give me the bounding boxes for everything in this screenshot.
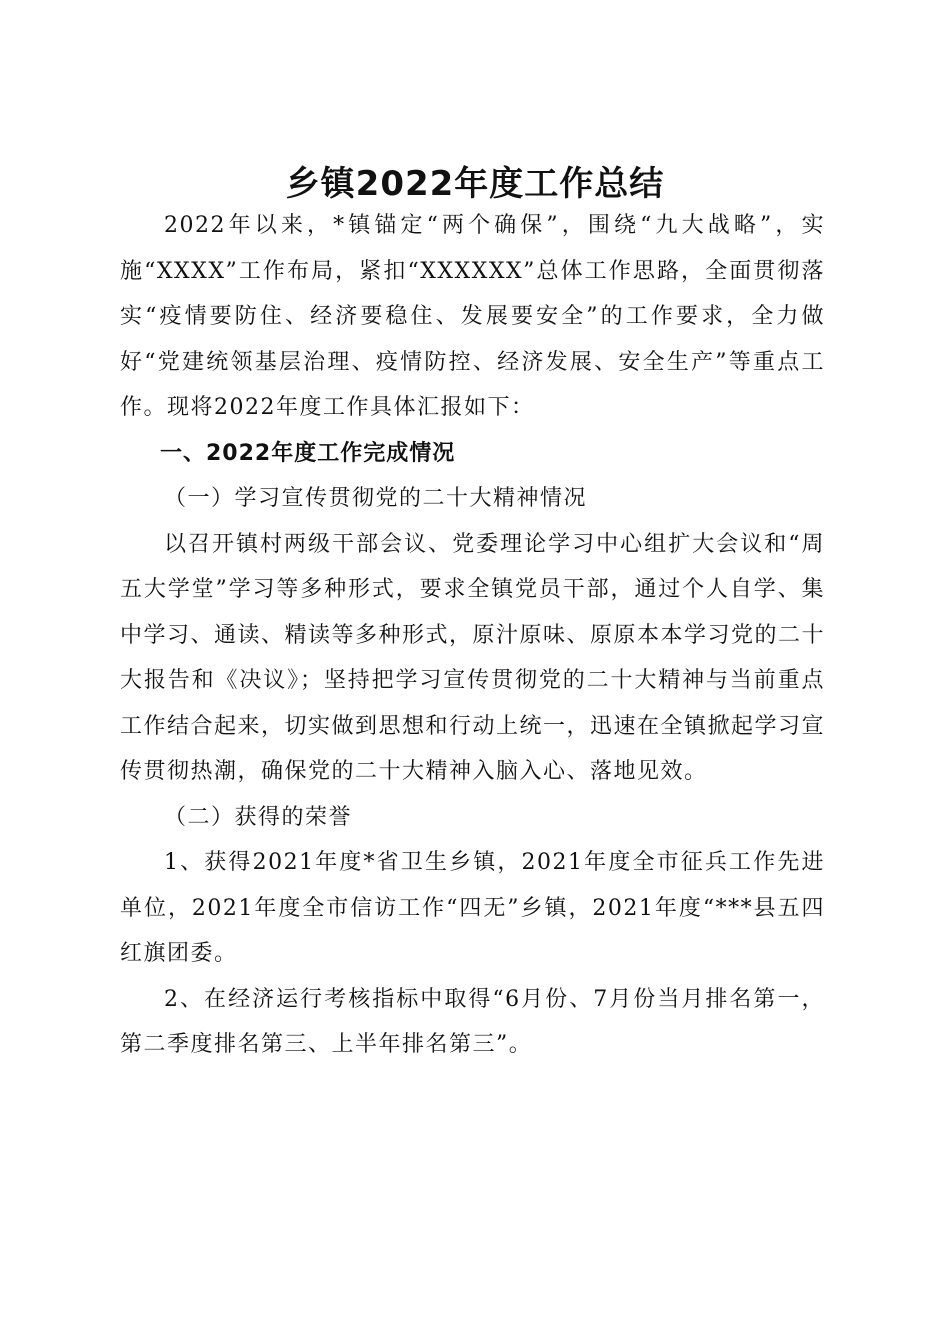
document-title: 乡镇2022年度工作总结 (285, 163, 665, 204)
subsection-heading-honors: （二）获得的荣誉 (164, 804, 353, 830)
document-body (120, 203, 825, 1068)
honor-item: 2、在经济运行考核指标中取得“6月份、7月份当月排名第一，第二季度排名第三、上半年排名第三”。 (120, 986, 825, 1057)
intro-paragraph: 2022年以来，*镇锚定“两个确保”，围绕“九大战略”，实施“XXXX”工作布局，紧扣“XXXXXX”总体工作思路，全面贯彻落实“疫情要防住、经济要稳住、发展要安全”的工作要求，全力做好“党建统领基层治理、疫情防控、经济发展、安全生产”等重点工作。现将2022年度工作具体汇报如下： (120, 213, 825, 420)
honor-item: 1、获得2021年度*省卫生乡镇，2021年度全市征兵工作先进单位，2021年度全市信访工作“四无”乡镇，2021年度“***县五四红旗团委。 (120, 850, 825, 966)
study-paragraph: 以召开镇村两级干部会议、党委理论学习中心组扩大会议和“周五大学堂”学习等多种形式，要求全镇党员干部，通过个人自学、集中学习、通读、精读等多种形式，原汁原味、原原本本学习党的二十大报告和《决议》；坚持把学习宣传贯彻党的二十大精神与当前重点工作结合起来，切实做到思想和行动上统一，迅速在全镇掀起学习宣传贯彻热潮，确保党的二十大精神入脑入心、落地见效。 (120, 531, 826, 784)
section-heading: 一、2022年度工作完成情况 (160, 440, 456, 466)
subsection-heading-study: （一）学习宣传贯彻党的二十大精神情况 (164, 486, 588, 511)
